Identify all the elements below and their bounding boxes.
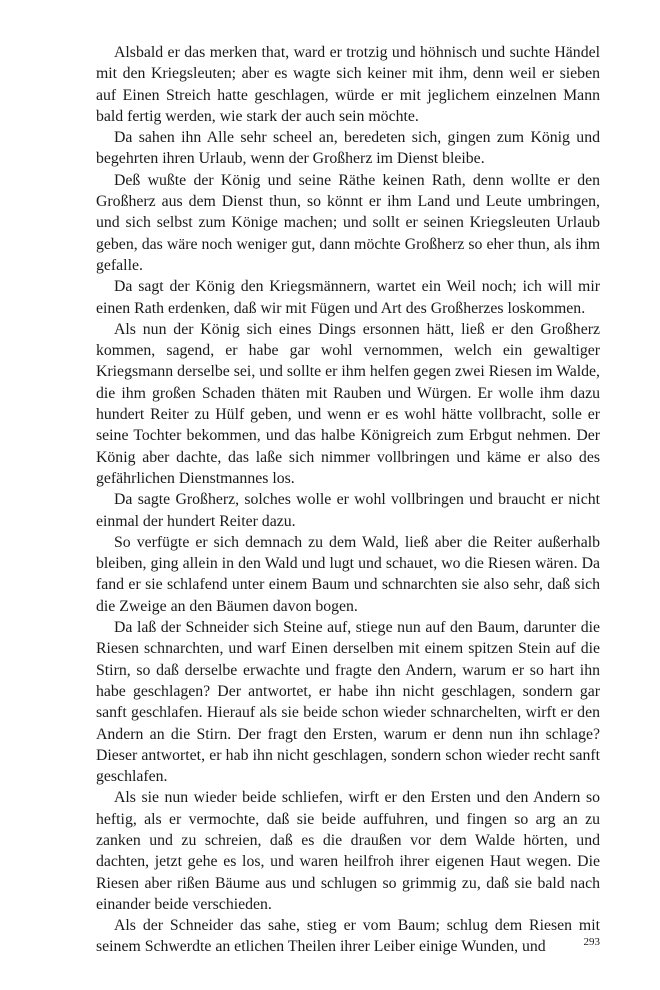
paragraph: Da sagte Großherz, solches wolle er wohl vollbringen und braucht er nicht einmal der hundert Reiter dazu. bbox=[96, 491, 600, 530]
paragraph: Da sagt der König den Kriegsmännern, wartet ein Weil noch; ich will mir einen Rath erdenken, daß wir mit Fügen und Art des Großherzes loskommen. bbox=[96, 278, 600, 317]
paragraph: Als nun der König sich eines Dings ersonnen hätt, ließ er den Großherz kommen, sagend, er habe gar wohl vernommen, welch ein gewaltiger Kriegsmann derselbe sei, und sollte er ihm helfen gegen zwei Riesen im Walde, die ihm großen Schaden thäten mit Rauben und Würgen. Er wolle ihm dazu hundert Reiter zu Hülf geben, und wenn er es wohl hätte vollbracht, solle er seine Tochter bekommen, und das halbe Königreich zum Erbgut nehmen. Der König aber dachte, das laße sich nimmer vollbringen und käme er also des gefährlichen Dienstmannes los. bbox=[96, 320, 600, 487]
paragraph: Deß wußte der König und seine Räthe keinen Rath, denn wollte er den Großherz aus dem Dienst thun, so könnt er ihm Land und Leute umbringen, und sich selbst zum Könige machen; und sollt er seinen Kriegsleuten Urlaub geben, das wäre noch weniger gut, dann möchte Großherz so eher thun, als ihm gefalle. bbox=[96, 171, 600, 274]
page-body bbox=[96, 42, 600, 958]
paragraph: Als der Schneider das sahe, stieg er vom Baum; schlug dem Riesen mit seinem Schwerdte an etlichen Theilen ihrer Leiber einige Wunden, und bbox=[96, 917, 600, 956]
paragraph: So verfügte er sich demnach zu dem Wald, ließ aber die Reiter außerhalb bleiben, ging allein in den Wald und lugt und schauet, wo die Riesen wären. Da fand er sie schlafend unter einem Baum und schnarchten sie also sehr, daß sich die Zweige an den Bäumen davon bogen. bbox=[96, 533, 600, 615]
page-number: 293 bbox=[583, 936, 600, 948]
paragraph: Da sahen ihn Alle sehr scheel an, beredeten sich, gingen zum König und begehrten ihren Urlaub, wenn der Großherz im Dienst bleibe. bbox=[96, 129, 600, 168]
paragraph: Da laß der Schneider sich Steine auf, stiege nun auf den Baum, darunter die Riesen schnarchten, und warf Einen derselben mit einem spitzen Stein auf die Stirn, so daß derselbe erwachte und fragte den Andern, warum er so hart ihn habe geschlagen? Der antwortet, er habe ihn nicht geschlagen, sondern gar sanft geschlafen. Hierauf als sie beide schon wieder schnarchelten, wirft er den Andern an die Stirn. Der fragt den Ersten, warum er denn nun ihn schlage? Dieser antwortet, er hab ihn nicht geschlagen, sondern schon wieder recht sanft geschlafen. bbox=[96, 619, 600, 786]
paragraph: Alsbald er das merken that, ward er trotzig und höhnisch und suchte Händel mit den Kriegsleuten; aber es wagte sich keiner mit ihm, denn weil er sieben auf Einen Streich hatte geschlagen, würde er mit jeglichem einzelnen Mann bald fertig werden, wie stark der auch sein möchte. bbox=[96, 44, 600, 125]
paragraph: Als sie nun wieder beide schliefen, wirft er den Ersten und den Andern so heftig, als er vermochte, daß sie beide auffuhren, und fingen so arg an zu zanken und zu schreien, daß es die draußen vor dem Walde hörten, und dachten, jetzt gehe es los, und waren heilfroh ihrer eigenen Haut wegen. Die Riesen aber rißen Bäume aus und schlugen so grimmig zu, daß sie bald nach einander beide verschieden. bbox=[96, 789, 600, 913]
